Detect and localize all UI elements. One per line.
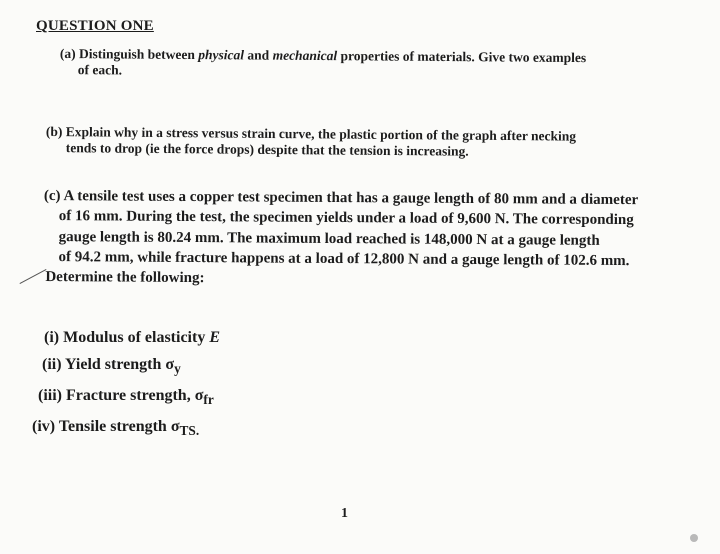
part-a-em-mechanical: mechanical	[272, 47, 338, 64]
sub-item-label: (iii) Fracture strength,	[38, 387, 195, 405]
scan-speck	[690, 534, 698, 542]
question-heading: QUESTION ONE	[36, 18, 154, 34]
part-c-line: (c) A tensile test uses a copper test specimen that has a gauge length of 80 mm and a diameter	[43, 187, 639, 209]
sub-item-symbol: σ	[170, 418, 180, 436]
part-a-mid: and	[244, 47, 273, 63]
sub-item-subscript: y	[174, 361, 181, 377]
part-a-em-physical: physical	[198, 47, 245, 63]
sub-item-label: (iv) Tensile strength	[32, 418, 171, 436]
part-b-line1: (b) Explain why in a stress versus strain curve, the plastic portion of the graph after necking	[45, 124, 577, 144]
sub-item-symbol: σ	[194, 387, 204, 405]
part-c-line: Determine the following:	[45, 269, 205, 287]
sub-item-symbol: E	[209, 329, 220, 346]
sub-question-item	[38, 351, 220, 382]
sub-question-item	[38, 382, 220, 413]
part-a-text	[60, 46, 660, 83]
sub-item-subscript: TS.	[179, 423, 200, 439]
part-c-line: of 16 mm. During the test, the specimen yields under a load of 9,600 N. The corresponding	[58, 208, 634, 229]
sub-question-item	[32, 413, 220, 444]
part-a-post: properties of materials. Give two examples	[337, 48, 587, 66]
sub-item-label: (ii) Yield strength	[42, 356, 166, 373]
part-c-line: of 94.2 mm, while fracture happens at a load of 12,800 N and a gauge length of 102.6 mm.	[58, 248, 630, 269]
part-b-line2: tends to drop (ie the force drops) despite that the tension is increasing.	[65, 140, 469, 159]
sub-item-label: (i) Modulus of elasticity	[44, 329, 210, 346]
sub-item-subscript: fr	[203, 392, 214, 408]
part-c-text	[43, 186, 694, 292]
sub-question-list	[32, 324, 220, 445]
part-b-text	[46, 124, 666, 161]
part-c-line: gauge length is 80.24 mm. The maximum load reached is 148,000 N at a gauge length	[58, 228, 600, 249]
part-a-pre: (a) Distinguish between	[59, 46, 199, 63]
sub-question-item	[38, 324, 220, 351]
part-a-line2: of each.	[77, 62, 123, 78]
page-number: 1	[341, 506, 348, 521]
sub-item-symbol: σ	[165, 356, 175, 373]
